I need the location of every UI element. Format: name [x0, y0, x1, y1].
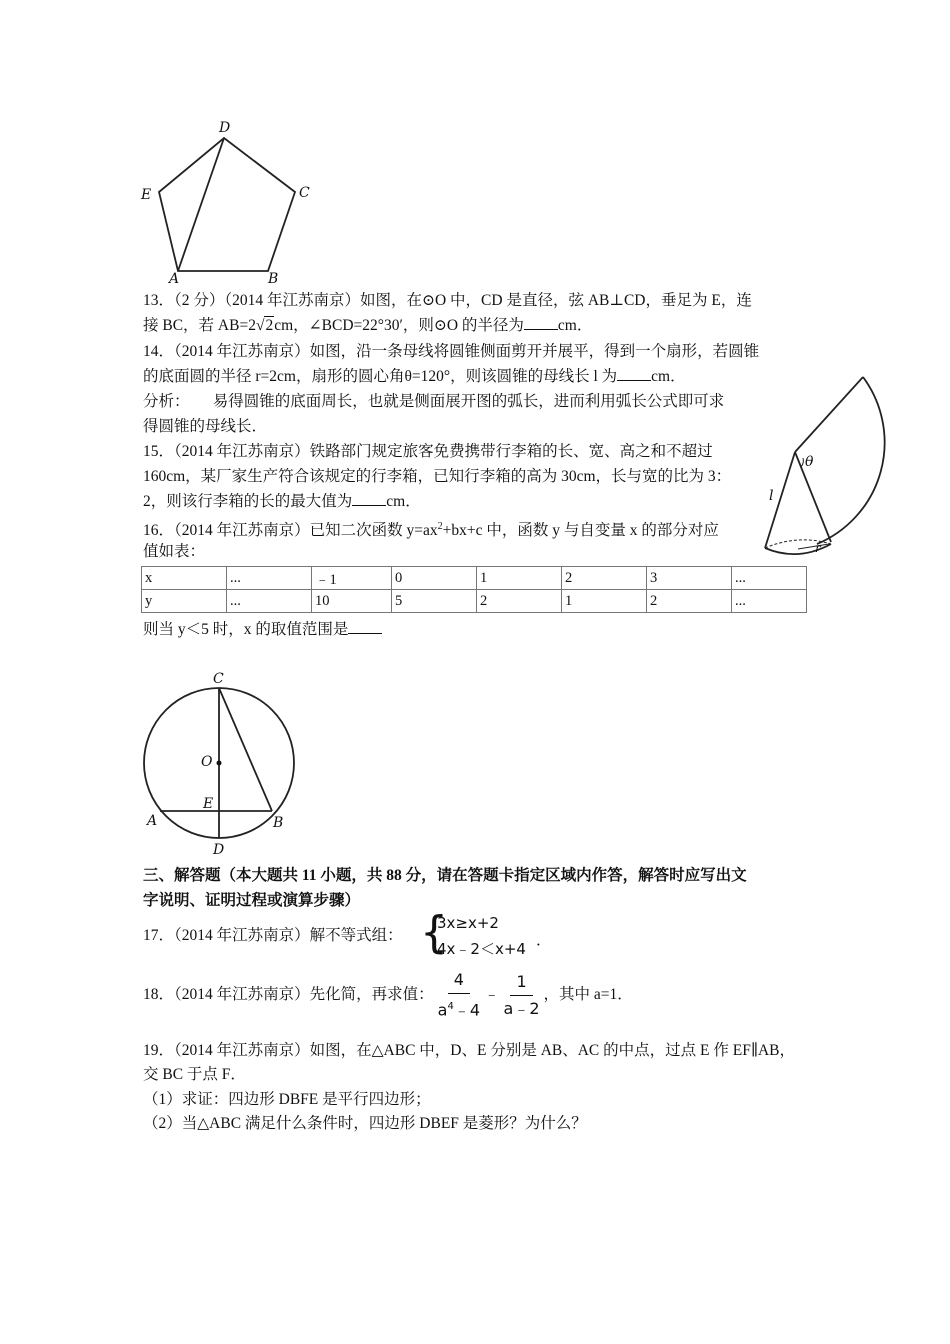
den-exponent: 4: [447, 1000, 454, 1012]
q17-ineq2: 4x﹣2＜x+4: [437, 940, 526, 958]
q15-line2: 160cm，某厂家生产符合该规定的行李箱，已知行李箱的高为 30cm，长与宽的比为 3：: [143, 468, 732, 485]
answer-blank-15: [352, 491, 386, 506]
table-cell: 2: [562, 567, 647, 590]
table-cell: y: [142, 590, 227, 613]
sector-radius-1: [795, 377, 863, 452]
section3-line1: 三、解答题（本大题共 11 小题，共 88 分，请在答题卡指定区域内作答，解答时应写出文: [143, 867, 747, 884]
q16-line2: 值如表：: [143, 543, 206, 560]
q18-line: [143, 969, 633, 1020]
table-cell: 2: [647, 590, 732, 613]
label-theta: θ: [805, 454, 814, 470]
q19-line3: （1）求证：四边形 DBFE 是平行四边形；: [143, 1091, 431, 1108]
fraction-1-denominator: [438, 994, 480, 1021]
table-cell: 1: [477, 567, 562, 590]
den-a: a: [437, 1000, 448, 1020]
q16-superscript: 2: [437, 521, 443, 532]
circle-figure: [135, 668, 305, 860]
table-cell: 2: [477, 590, 562, 613]
label-D: D: [219, 120, 231, 136]
q14-line2-a: 的底面圆的半径 r=2cm，扇形的圆心角θ=120°，则该圆锥的母线长 l 为: [143, 368, 618, 385]
table-cell: 10: [312, 590, 392, 613]
label-D: D: [213, 842, 225, 858]
q18-suffix: ，其中 a=1．: [543, 986, 633, 1003]
answer-blank-13: [524, 315, 558, 330]
q15-line3-a: 2，则该行李箱的长的最大值为: [143, 493, 353, 510]
q16-line1: [143, 516, 719, 542]
fraction-2-denominator: a﹣2: [503, 998, 540, 1018]
label-B: B: [273, 815, 284, 831]
q15-line3: [143, 491, 421, 513]
section3-line2: 字说明、证明过程或演算步骤）: [143, 892, 361, 909]
q14-analysis1: 分析： 易得圆锥的底面周长，也就是侧面展开图的弧长，进而利用弧长公式即可求: [143, 393, 725, 410]
q15-line1: 15．（2014 年江苏南京）铁路部门规定旅客免费携带行李箱的长、宽、高之和不超过: [143, 443, 713, 460]
q18-minus: ﹣: [484, 986, 500, 1003]
table-cell: ...: [732, 590, 807, 613]
cone-figure: [755, 372, 910, 568]
fraction-1-numerator: 4: [448, 969, 470, 994]
table-cell: ﹣1: [312, 567, 392, 590]
q13-line2-c: cm．: [557, 317, 593, 334]
center-point: [217, 761, 222, 766]
table-cell: x: [142, 567, 227, 590]
sqrt-radicand: 2: [265, 317, 274, 334]
sqrt-expression: √2: [255, 317, 274, 334]
q19-line2: 交 BC 于点 F．: [143, 1066, 246, 1083]
q16-line3-text: 则当 y＜5 时，x 的取值范围是: [143, 621, 349, 638]
table-cell: ...: [227, 590, 312, 613]
sector-arc: [817, 377, 885, 544]
q14-line2: [143, 366, 686, 388]
table-cell: ...: [732, 567, 807, 590]
label-E: E: [141, 187, 152, 203]
q16-line1-b: +bx+c 中，函数 y 与自变量 x 的部分对应: [442, 522, 719, 540]
value-table: [141, 566, 807, 613]
q18-prefix: 18．（2014 年江苏南京）先化简，再求值：: [143, 986, 434, 1003]
fraction-2: [504, 971, 540, 1020]
table-cell: ...: [227, 567, 312, 590]
q16-line3: [143, 619, 382, 641]
label-B: B: [268, 271, 279, 287]
q17-ineq1: 3x≥x+2: [437, 914, 499, 932]
q14-line2-b: cm．: [651, 368, 686, 385]
q13-line2: [143, 315, 592, 337]
fraction-1: [438, 969, 480, 1021]
q19-line1: 19．（2014 年江苏南京）如图，在△ABC 中，D、E 分别是 AB、AC 的中点，过点 E 作 EF∥AB，: [143, 1042, 796, 1059]
answer-blank-14: [617, 366, 651, 381]
table-cell: 3: [647, 567, 732, 590]
q17-prefix: 17．（2014 年江苏南京）解不等式组：: [143, 927, 403, 944]
fraction-2-numerator: 1: [510, 971, 532, 996]
brace-icon: {: [420, 907, 448, 958]
table-row-y: [142, 590, 807, 613]
cone-base-back: [765, 540, 831, 548]
q13-line1: 13．（2 分）（2014 年江苏南京）如图，在⊙O 中，CD 是直径，弦 AB⊥CD，垂足为 E，连: [143, 292, 752, 309]
q13-line2-b: cm，∠BCD=22°30′，则⊙O 的半径为: [274, 317, 524, 334]
pentagon-figure: [135, 115, 325, 287]
segment-CB: [219, 688, 272, 811]
table-cell: 0: [392, 567, 477, 590]
label-A: A: [147, 813, 158, 829]
table-cell: 1: [562, 590, 647, 613]
label-E: E: [203, 796, 214, 812]
label-r: r: [815, 541, 821, 555]
q13-line2-a: 接 BC，若 AB=2: [143, 317, 256, 334]
q15-line3-b: cm．: [386, 493, 421, 510]
q14-line1: 14．（2014 年江苏南京）如图，沿一条母线将圆锥侧面剪开并展平，得到一个扇形，若圆锥: [143, 343, 760, 360]
table-cell: 5: [392, 590, 477, 613]
answer-blank-16: [348, 619, 382, 634]
den-tail: ﹣4: [453, 1000, 481, 1020]
label-l: l: [769, 488, 774, 504]
q14-analysis2: 得圆锥的母线长．: [143, 418, 268, 435]
q16-line1-a: 16．（2014 年江苏南京）已知二次函数 y=ax: [143, 522, 438, 540]
q19-line4: （2）当△ABC 满足什么条件时，四边形 DBEF 是菱形？为什么？: [143, 1115, 587, 1132]
q17-suffix: ．: [536, 932, 552, 949]
label-A: A: [169, 271, 180, 287]
label-C: C: [299, 185, 310, 201]
label-C: C: [213, 671, 224, 687]
table-row-x: [142, 567, 807, 590]
label-O: O: [201, 754, 213, 770]
pentagon-shape: [159, 138, 295, 271]
